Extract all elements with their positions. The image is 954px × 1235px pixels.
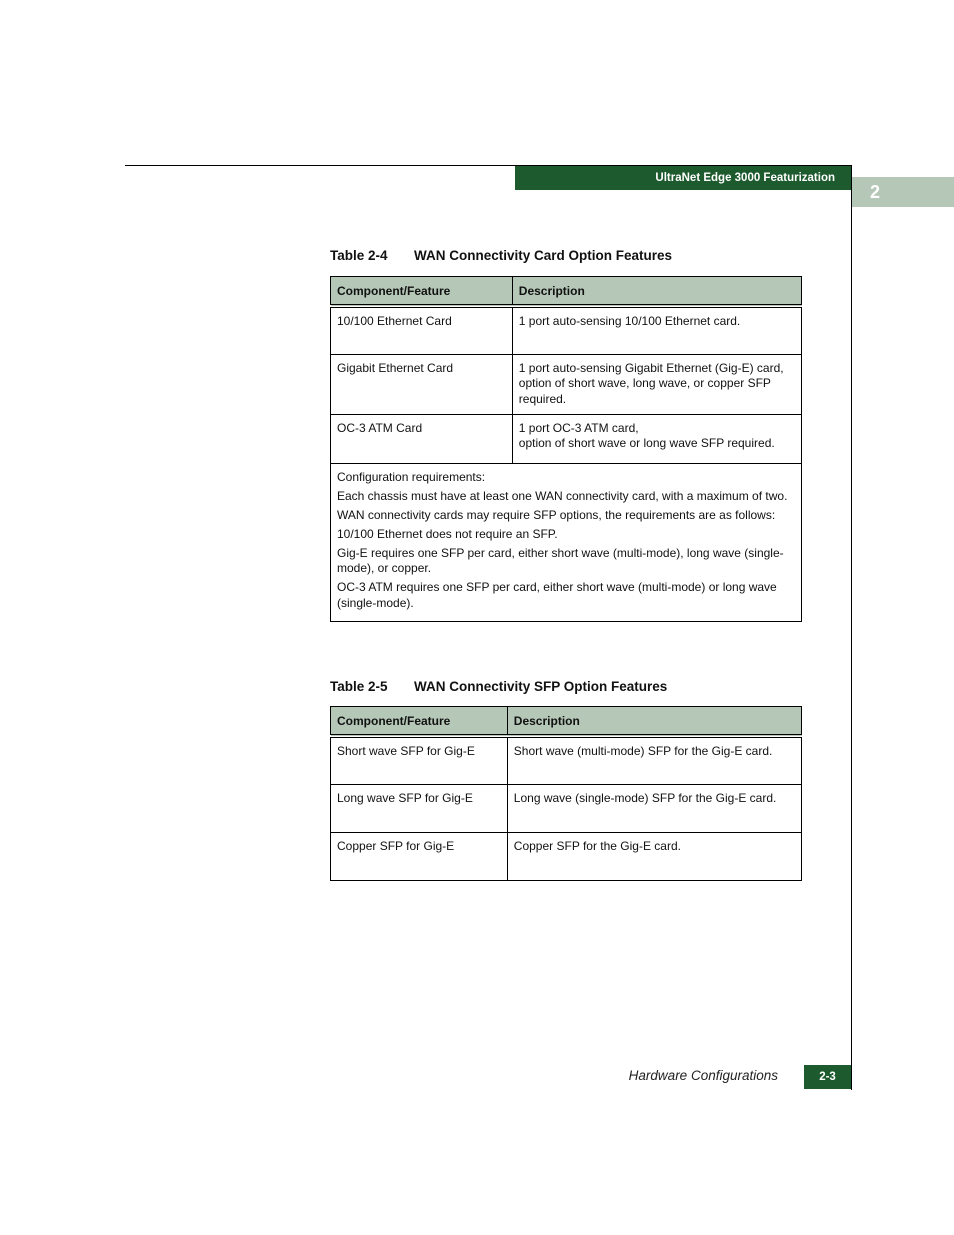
table-2-5-caption [330,679,667,694]
table-row [331,354,802,414]
wan-card-table [330,276,802,622]
running-header-title: UltraNet Edge 3000 Featurization [655,172,835,184]
table-title: WAN Connectivity Card Option Features [414,248,673,263]
note-line: Configuration requirements: [337,469,486,484]
description-cell [512,354,801,414]
running-header [515,166,851,190]
table-row [331,736,802,784]
table-number: Table 2-4 [330,248,388,263]
note-line: OC-3 ATM requires one SFP per card, either short wave (multi-mode) or long wave (single-mode). [337,580,777,610]
description-line: 1 port auto-sensing Gigabit Ethernet (Gig-E) card, [518,360,784,375]
note-line: 10/100 Ethernet does not require an SFP. [337,526,558,541]
margin-rule [851,165,852,1090]
description-cell: Copper SFP for the Gig-E card. [507,832,801,880]
component-cell: Gigabit Ethernet Card [331,354,513,414]
note-line: Gig-E requires one SFP per card, either short wave (multi-mode), long wave (single-mode), or copper. [337,545,784,575]
description-cell [512,414,801,463]
notes-row [331,463,802,621]
description-cell: Long wave (single-mode) SFP for the Gig-E card. [507,784,801,832]
page-number-label: 2-3 [819,1071,836,1083]
chapter-number: 2 [870,181,881,202]
note-line: Each chassis must have at least one WAN connectivity card, with a maximum of two. [337,488,788,503]
description-line: option of short wave, long wave, or copper SFP [518,376,771,390]
configuration-notes [331,463,802,621]
page-number [804,1065,851,1089]
sfp-option-table [330,706,802,881]
table-header-row [331,277,802,307]
chapter-tab [852,177,954,207]
table-row [331,832,802,880]
column-header: Description [507,707,801,737]
description-line: option of short wave or long wave SFP required. [518,436,775,450]
column-header: Component/Feature [331,707,508,737]
component-cell: Short wave SFP for Gig-E [331,736,508,784]
component-cell: 10/100 Ethernet Card [331,306,513,354]
component-cell: Copper SFP for Gig-E [331,832,508,880]
table-row [331,306,802,354]
table-number: Table 2-5 [330,679,388,694]
table-row [331,784,802,832]
column-header: Component/Feature [331,277,513,307]
description-cell [512,306,801,354]
description-line: 1 port auto-sensing 10/100 Ethernet card. [518,314,741,328]
description-line: 1 port OC-3 ATM card, [518,420,639,435]
table-row [331,414,802,463]
column-header: Description [512,277,801,307]
table-2-4-caption [330,248,672,263]
table-header-row [331,707,802,737]
component-cell: OC-3 ATM Card [331,414,513,463]
note-line: WAN connectivity cards may require SFP options, the requirements are as follows: [337,507,776,522]
description-cell: Short wave (multi-mode) SFP for the Gig-E card. [507,736,801,784]
description-line: required. [518,391,567,406]
footer-section-title: Hardware Configurations [628,1068,778,1083]
table-title: WAN Connectivity SFP Option Features [414,679,668,694]
component-cell: Long wave SFP for Gig-E [331,784,508,832]
